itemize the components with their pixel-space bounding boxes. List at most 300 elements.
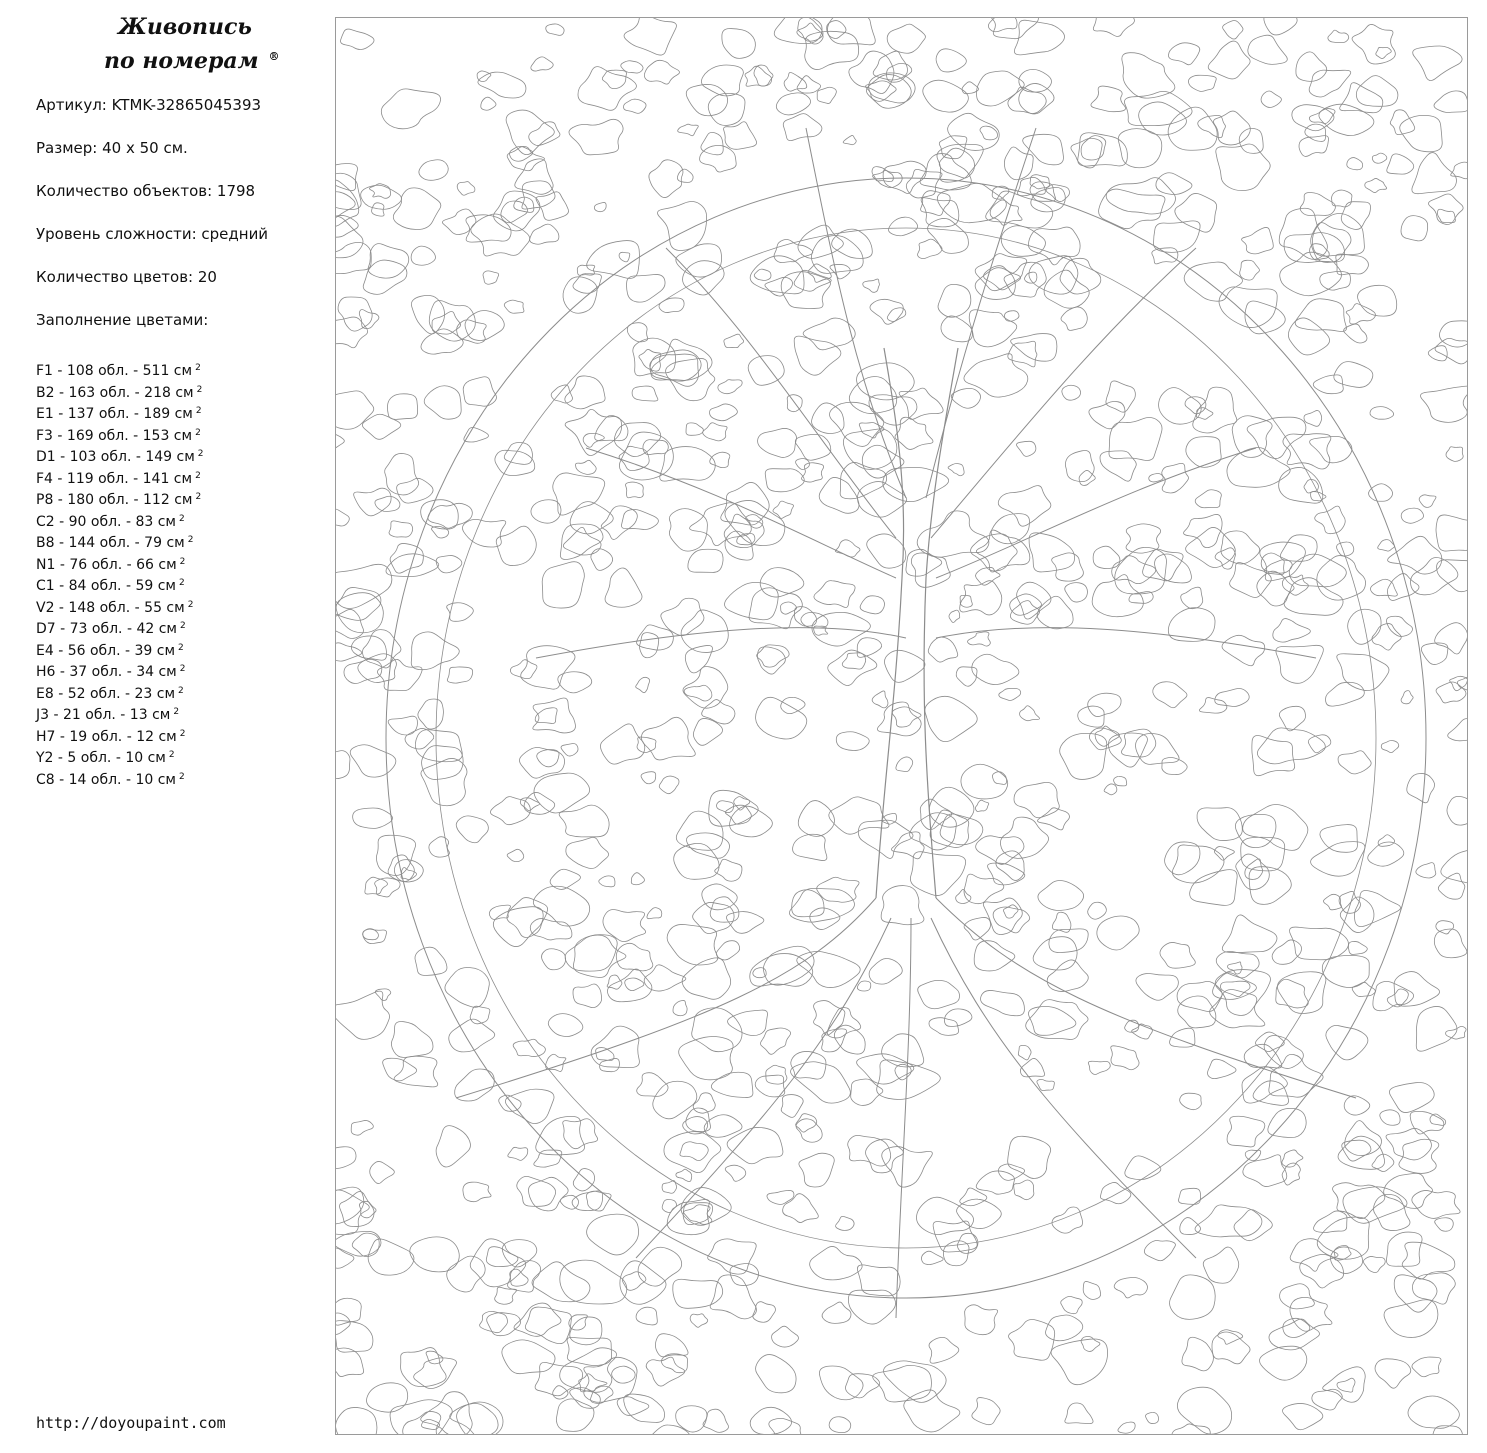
outline-region xyxy=(679,1036,733,1079)
outline-region xyxy=(1435,1218,1454,1231)
outline-region xyxy=(612,1366,636,1383)
outline-region xyxy=(607,969,651,1002)
outline-region xyxy=(676,1169,692,1181)
canvas-size: Размер: 40 х 50 см. xyxy=(36,139,188,157)
website-link[interactable]: http://doyoupaint.com xyxy=(36,1414,226,1432)
outline-region xyxy=(1071,138,1102,168)
outline-region xyxy=(336,1321,373,1353)
outline-region xyxy=(649,1425,690,1435)
object-count: Количество объектов: 1798 xyxy=(36,182,256,200)
outline-region xyxy=(882,813,897,824)
outline-region xyxy=(1401,508,1423,523)
outline-region xyxy=(616,943,653,971)
outline-region xyxy=(1207,1059,1236,1078)
outline-region xyxy=(884,650,924,682)
legend-item xyxy=(36,490,316,512)
outline-region xyxy=(916,1197,973,1234)
outline-region xyxy=(1083,1281,1100,1299)
outline-region xyxy=(636,1307,657,1325)
outline-region xyxy=(882,1147,933,1188)
outline-region xyxy=(928,218,969,253)
legend-item xyxy=(36,705,316,727)
outline-region xyxy=(1337,542,1354,556)
outline-region xyxy=(646,1357,685,1386)
outline-region xyxy=(376,835,415,875)
outline-region xyxy=(411,632,459,670)
outline-region xyxy=(624,18,676,55)
outline-region xyxy=(1248,35,1287,64)
outline-region xyxy=(1228,962,1243,974)
outline-region xyxy=(368,1239,414,1275)
legend-item-unit-power: 2 xyxy=(196,384,203,395)
outline-region xyxy=(1272,940,1301,964)
outline-region xyxy=(793,834,827,860)
outline-region xyxy=(533,698,576,733)
outline-region xyxy=(1268,1108,1306,1137)
outline-region xyxy=(534,1150,562,1167)
outline-region xyxy=(480,1311,508,1332)
outline-region xyxy=(659,298,684,313)
legend-item-unit-power: 2 xyxy=(195,406,202,416)
outline-region xyxy=(363,260,407,294)
outline-region xyxy=(1356,76,1398,107)
outline-region xyxy=(487,1313,521,1336)
outline-region xyxy=(1276,645,1323,683)
outline-region xyxy=(1104,784,1117,795)
outline-region xyxy=(596,1048,614,1061)
outline-region xyxy=(422,746,464,780)
outline-region xyxy=(1269,1319,1319,1350)
outline-region xyxy=(1386,616,1412,636)
outline-region xyxy=(693,902,735,933)
outline-region xyxy=(1434,929,1467,958)
outline-region xyxy=(578,67,636,111)
outline-region xyxy=(1014,1180,1034,1200)
outline-region xyxy=(718,380,742,394)
coloring-canvas xyxy=(335,17,1468,1435)
outline-region xyxy=(1230,563,1272,598)
legend-item-unit-power: 2 xyxy=(195,363,201,373)
outline-region xyxy=(1092,575,1143,617)
outline-region xyxy=(405,728,434,749)
outline-region xyxy=(370,1161,395,1183)
outline-region xyxy=(336,593,383,633)
outline-region xyxy=(1304,479,1318,493)
outline-region xyxy=(1412,1357,1441,1377)
outline-region xyxy=(1203,1247,1238,1283)
outline-region xyxy=(1334,362,1373,388)
outline-region xyxy=(1170,1275,1216,1319)
outline-region xyxy=(418,699,444,729)
outline-region xyxy=(783,1194,819,1223)
outline-region xyxy=(857,1265,900,1296)
outline-region xyxy=(655,1334,688,1357)
outline-region xyxy=(796,1119,822,1142)
legend-item-unit-power: 2 xyxy=(178,685,184,696)
outline-region xyxy=(462,519,505,547)
legend-item-text: F4 - 119 обл. - 141 см xyxy=(36,470,193,487)
outline-region xyxy=(1093,18,1134,36)
product-info xyxy=(36,96,316,354)
outline-region xyxy=(923,80,969,112)
outline-region xyxy=(862,445,904,478)
outline-region xyxy=(1091,86,1126,112)
outline-region xyxy=(1210,990,1265,1028)
outline-region xyxy=(857,1054,914,1084)
outline-region xyxy=(569,119,623,154)
root-outline xyxy=(931,918,1196,1258)
outline-region xyxy=(981,990,1025,1015)
legend-item xyxy=(36,576,316,598)
outline-region xyxy=(1046,1315,1083,1341)
legend-item-text: C2 - 90 обл. - 83 см xyxy=(36,513,176,530)
outline-region xyxy=(873,1365,932,1402)
outline-region xyxy=(1408,1396,1459,1428)
legend-item xyxy=(36,555,316,577)
outline-region xyxy=(1081,1336,1100,1351)
outline-region xyxy=(1264,18,1297,35)
outline-region xyxy=(677,169,693,182)
outline-region xyxy=(845,1374,879,1398)
outline-region xyxy=(1227,448,1290,488)
outline-region xyxy=(717,801,734,813)
outline-region xyxy=(1354,891,1400,927)
legend-item xyxy=(36,619,316,641)
outline-region xyxy=(960,581,1002,615)
outline-region xyxy=(1016,441,1035,456)
outline-region xyxy=(1435,623,1468,654)
legend-item xyxy=(36,469,316,491)
outline-region xyxy=(1339,891,1360,913)
outline-region xyxy=(700,145,737,172)
outline-region xyxy=(1245,301,1285,334)
outline-region xyxy=(750,954,813,987)
outline-region xyxy=(548,1014,583,1037)
outline-region xyxy=(1065,450,1094,481)
outline-region xyxy=(1253,1081,1289,1106)
outline-region xyxy=(814,1001,845,1036)
outline-region xyxy=(986,191,1053,228)
outline-region xyxy=(703,423,727,441)
outline-region xyxy=(514,197,534,212)
outline-region xyxy=(857,638,881,658)
outline-region xyxy=(515,159,553,194)
outline-region xyxy=(529,122,560,146)
outline-region xyxy=(1308,735,1331,753)
outline-region xyxy=(1311,842,1365,877)
branch-outline xyxy=(936,448,1256,578)
outline-region xyxy=(1447,796,1468,825)
legend-item xyxy=(36,426,316,448)
outline-region xyxy=(510,1269,528,1286)
outline-region xyxy=(975,254,1027,291)
article-number: Артикул: KTMK-32865045393 xyxy=(36,96,262,114)
outline-region xyxy=(338,297,372,331)
outline-region xyxy=(1260,1346,1307,1380)
registered-mark: ® xyxy=(268,50,280,63)
outline-region xyxy=(684,685,712,701)
outline-region xyxy=(758,428,797,457)
outline-region xyxy=(1222,915,1277,953)
outline-region xyxy=(1222,635,1265,665)
outline-region xyxy=(1249,867,1291,905)
outline-region xyxy=(483,271,499,284)
outline-region xyxy=(426,1351,443,1364)
outline-region xyxy=(1378,835,1394,847)
outline-region xyxy=(1378,540,1395,551)
outline-region xyxy=(445,968,489,1008)
outline-region xyxy=(1245,859,1263,880)
outline-region xyxy=(1049,929,1088,953)
outline-region xyxy=(810,908,840,930)
legend-item xyxy=(36,727,316,749)
outline-region xyxy=(1282,1150,1303,1167)
outline-region xyxy=(1184,262,1242,301)
legend-item xyxy=(36,447,316,469)
outline-region xyxy=(811,236,863,274)
outline-region xyxy=(621,509,658,529)
legend-item-unit-power: 2 xyxy=(195,427,201,438)
outline-region xyxy=(385,453,419,495)
outline-region xyxy=(1182,1337,1213,1371)
outline-region xyxy=(1257,728,1325,764)
outline-region xyxy=(387,394,417,420)
outline-region xyxy=(631,873,644,885)
outline-region xyxy=(583,433,604,447)
outline-region xyxy=(619,432,673,480)
outline-region xyxy=(1125,1156,1161,1180)
color-legend xyxy=(36,361,316,791)
outline-region xyxy=(1215,548,1235,569)
outline-region xyxy=(928,637,957,662)
outline-region xyxy=(1215,688,1249,706)
outline-region xyxy=(481,97,496,110)
outline-region xyxy=(1419,495,1436,508)
outline-region xyxy=(1190,870,1238,906)
outline-region xyxy=(1451,162,1468,179)
outline-region xyxy=(889,217,918,236)
outline-region xyxy=(1441,848,1468,884)
outline-region xyxy=(817,87,836,103)
outline-region xyxy=(891,832,924,859)
outline-region xyxy=(1280,535,1317,562)
outline-region xyxy=(980,126,998,140)
outline-region xyxy=(918,980,960,1008)
outline-region xyxy=(1029,533,1074,572)
outline-region xyxy=(1135,733,1179,764)
outline-region xyxy=(674,843,719,879)
outline-region xyxy=(640,633,659,658)
outline-region xyxy=(760,568,804,597)
outline-region xyxy=(651,339,712,380)
outline-region xyxy=(587,1214,639,1255)
outline-region xyxy=(1122,53,1175,98)
outline-region xyxy=(962,82,978,94)
outline-region xyxy=(397,478,433,503)
outline-region xyxy=(517,1176,556,1206)
outline-region xyxy=(623,99,646,113)
outline-region xyxy=(336,1147,356,1169)
outline-region xyxy=(1219,287,1277,328)
outline-region xyxy=(336,1407,377,1435)
outline-region xyxy=(1184,514,1223,547)
outline-region xyxy=(1020,1058,1044,1076)
outline-region xyxy=(1436,515,1468,551)
outline-region xyxy=(563,277,597,314)
outline-region xyxy=(1236,854,1270,890)
legend-item-unit-power: 2 xyxy=(168,750,175,760)
outline-region xyxy=(625,978,644,991)
outline-region xyxy=(1446,447,1463,462)
outline-region xyxy=(626,482,644,498)
outline-region xyxy=(1279,706,1305,731)
outline-region xyxy=(1186,437,1221,468)
outline-region xyxy=(1093,546,1120,568)
outline-region xyxy=(542,949,566,970)
outline-region xyxy=(1243,804,1308,850)
outline-region xyxy=(944,1009,971,1027)
outline-region xyxy=(1387,574,1419,601)
outline-region xyxy=(976,567,1000,585)
outline-region xyxy=(1437,560,1468,592)
outline-region xyxy=(536,192,568,220)
outline-region xyxy=(1188,75,1216,91)
outline-region xyxy=(976,836,1024,865)
legend-item xyxy=(36,641,316,663)
outline-region xyxy=(650,354,699,386)
outline-region xyxy=(344,659,382,683)
outline-region xyxy=(1175,193,1217,232)
outline-region xyxy=(1162,463,1189,493)
outline-region xyxy=(519,748,564,779)
outline-region xyxy=(551,385,572,403)
outline-region xyxy=(1279,208,1327,259)
outline-region xyxy=(1312,214,1364,257)
outline-region xyxy=(961,764,1008,799)
outline-region xyxy=(463,377,496,406)
outline-region xyxy=(899,388,943,419)
outline-region xyxy=(1168,107,1217,150)
outline-region xyxy=(728,1010,768,1036)
outline-region xyxy=(1344,324,1367,343)
outline-region xyxy=(964,354,1028,397)
outline-region xyxy=(1100,1182,1130,1203)
outline-region xyxy=(644,60,679,84)
outline-region xyxy=(1247,417,1306,458)
outline-region xyxy=(1129,592,1153,604)
outline-region xyxy=(627,323,647,342)
outline-region xyxy=(1401,691,1413,704)
outline-region xyxy=(701,65,743,96)
outline-region xyxy=(1220,981,1250,996)
outline-region xyxy=(1181,587,1203,608)
outline-region xyxy=(1439,321,1468,347)
outline-region xyxy=(857,363,915,400)
outline-region xyxy=(624,1394,665,1422)
outline-region xyxy=(767,1190,794,1204)
outline-region xyxy=(1331,1247,1363,1274)
outline-region xyxy=(1153,682,1187,708)
outline-region xyxy=(531,500,561,523)
outline-region xyxy=(1305,124,1326,141)
legend-item xyxy=(36,361,316,383)
outline-region xyxy=(336,215,358,237)
outline-region xyxy=(386,554,439,577)
outline-region xyxy=(814,581,855,608)
outline-region xyxy=(709,404,737,421)
outline-region xyxy=(641,717,695,760)
outline-region xyxy=(1136,973,1178,1000)
outline-region xyxy=(1026,1000,1088,1040)
legend-item-unit-power: 2 xyxy=(195,492,202,502)
outline-region xyxy=(424,386,461,419)
outline-region xyxy=(575,460,596,474)
legend-item-text: Y2 - 5 обл. - 10 см xyxy=(36,750,166,766)
outline-region xyxy=(605,568,642,607)
outline-region xyxy=(595,415,628,440)
outline-region xyxy=(419,160,448,181)
outline-region xyxy=(507,849,524,861)
outline-region xyxy=(1227,1116,1265,1147)
outline-region xyxy=(724,334,744,347)
outline-region xyxy=(976,1171,1014,1194)
outline-region xyxy=(796,459,810,470)
outline-region xyxy=(1061,1296,1083,1313)
outline-region xyxy=(965,1305,998,1335)
outline-region xyxy=(1052,1207,1083,1233)
outline-region xyxy=(690,503,752,546)
outline-region xyxy=(843,135,856,144)
outline-region xyxy=(870,299,903,324)
outline-region xyxy=(464,428,489,442)
outline-region xyxy=(1011,334,1057,362)
outline-region xyxy=(836,1216,855,1230)
tree-outline-artwork xyxy=(336,18,1468,1435)
outline-region xyxy=(921,1251,943,1264)
outline-region xyxy=(799,1153,834,1187)
outline-region xyxy=(1208,41,1250,79)
outline-region xyxy=(1177,1387,1231,1434)
outline-region xyxy=(1038,808,1070,830)
outline-region xyxy=(1065,583,1088,602)
legend-item xyxy=(36,748,316,770)
outline-region xyxy=(447,667,472,683)
outline-region xyxy=(1195,1205,1262,1237)
outline-region xyxy=(619,446,649,470)
outline-region xyxy=(536,1116,585,1154)
outline-region xyxy=(993,907,1030,933)
outline-region xyxy=(769,1418,806,1435)
outline-region xyxy=(1052,553,1084,581)
outline-region xyxy=(1060,258,1101,294)
outline-region xyxy=(708,93,745,125)
outline-region xyxy=(722,29,756,59)
outline-region xyxy=(1051,1339,1108,1385)
outline-region xyxy=(1412,1190,1460,1218)
outline-region xyxy=(603,909,646,941)
outline-region xyxy=(530,224,559,244)
outline-region xyxy=(1232,416,1272,458)
outline-region xyxy=(881,886,924,925)
outline-region xyxy=(911,553,950,587)
outline-region xyxy=(1213,111,1250,145)
legend-item xyxy=(36,533,316,555)
outline-region xyxy=(377,659,422,690)
outline-region xyxy=(863,279,880,292)
outline-region xyxy=(1376,47,1391,58)
outline-region xyxy=(716,941,739,960)
outline-region xyxy=(964,917,990,940)
